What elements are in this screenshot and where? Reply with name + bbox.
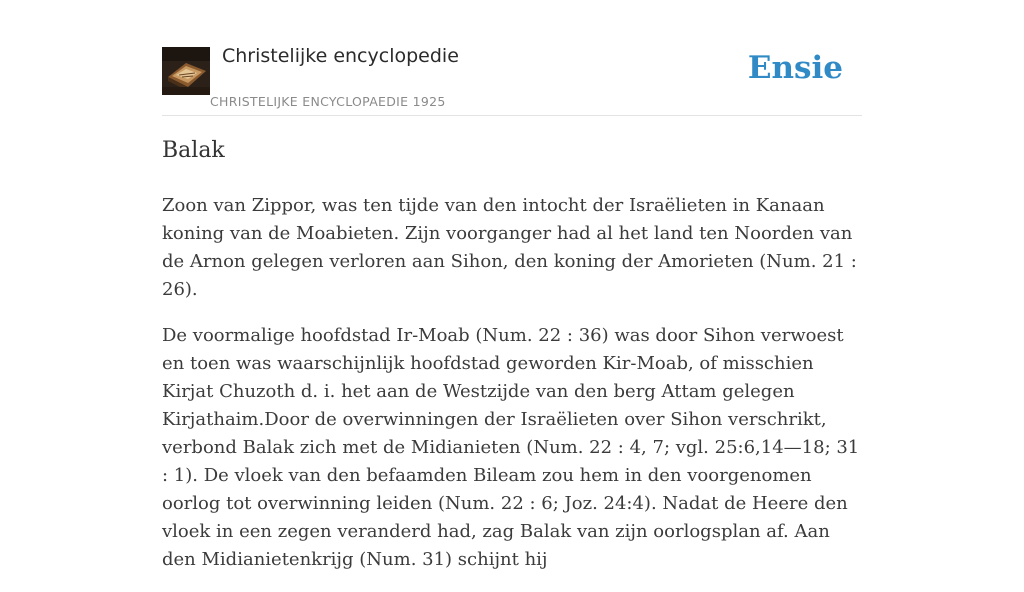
site-title-link[interactable]: Christelijke encyclopedie [222,45,459,67]
site-subtitle: CHRISTELIJKE ENCYCLOPAEDIE 1925 [210,94,446,109]
article-title: Balak [162,138,225,163]
article-paragraph: Zoon van Zippor, was ten tijde van den intocht der Israëlieten in Kanaan koning van de Moabieten. Zijn voorganger had al het land ten Noorden van de Arnon gelegen verloren aan Sihon, den koning der Amorieten (Num. 21 : 26). [162,195,857,300]
site-header [162,40,862,116]
article-paragraph: De voormalige hoofdstad Ir-Moab (Num. 22 : 36) was door Sihon verwoest en toen was waarschijnlijk hoofdstad geworden Kir-Moab, of misschien Kirjat Chuzoth d. i. het aan de Westzijde van den berg Attam gelegen Kirjathaim.Door de overwinningen der Israëlieten over Sihon verschrikt, verbond Balak zich met de Midianieten (Num. 22 : 4, 7; vgl. 25:6,14—18; 31 : 1). De vloek van den befaamden Bileam zou hem in den voorgenomen oorlog tot overwinning leiden (Num. 22 : 6; Joz. 24:4). Nadat de Heere den vloek in een zegen veranderd had, zag Balak van zijn oorlogsplan af. Aan den Midianietenkrijg (Num. 31) schijnt hij [162,325,860,570]
brand-logo-link[interactable]: Ensie [747,50,843,86]
article-body [162,192,862,592]
book-photo-icon[interactable] [162,47,210,95]
